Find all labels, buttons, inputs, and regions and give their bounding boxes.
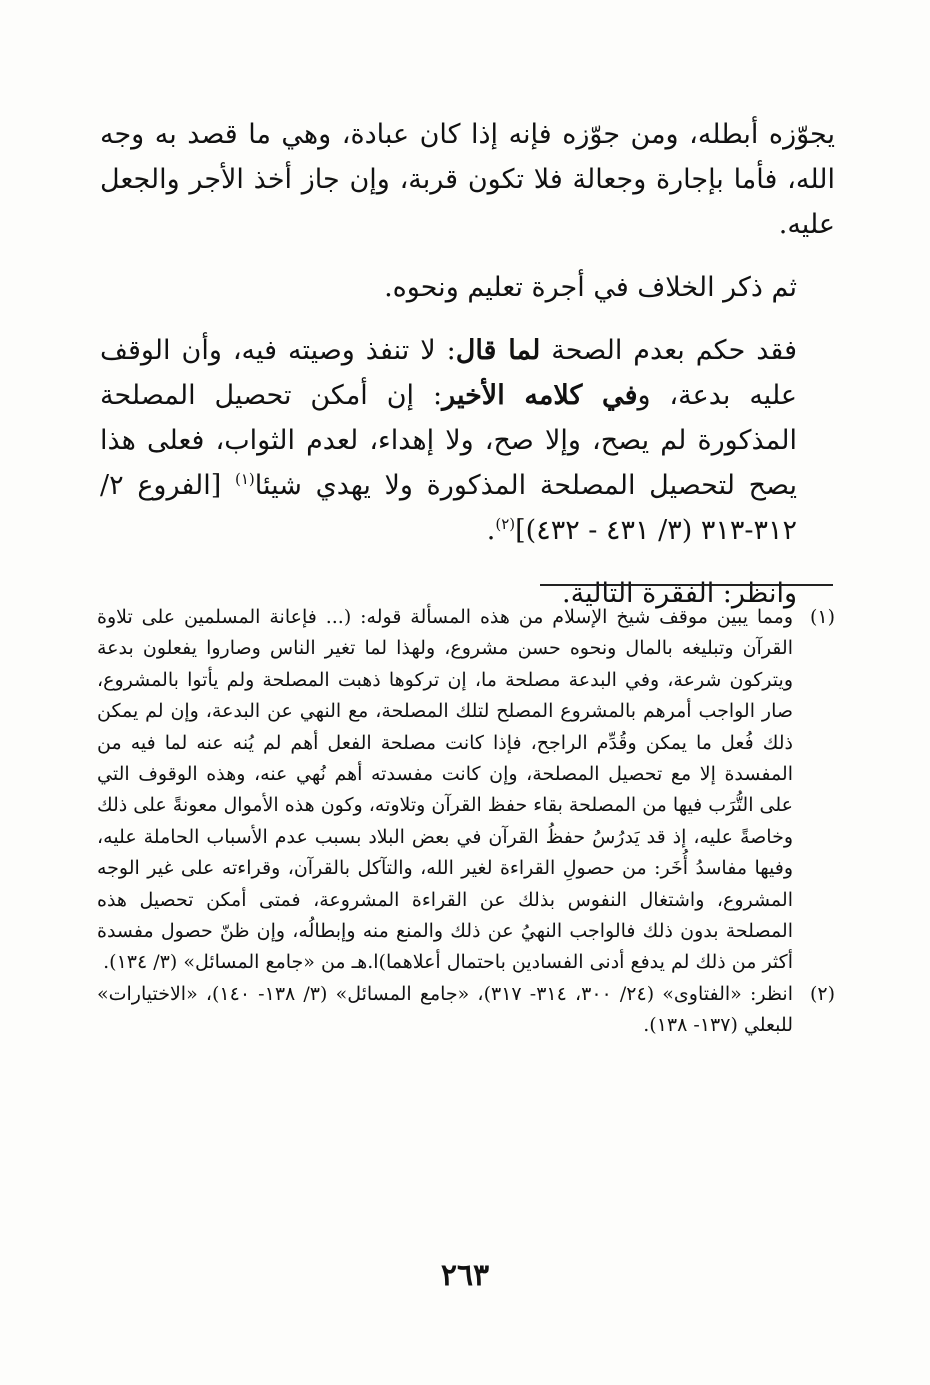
paragraph-4: وانظر: الفقرة التالية. <box>562 578 797 609</box>
paragraph-1: يجوّزه أبطله، ومن جوّزه فإنه إذا كان عبادة، وهي ما قصد به وجه الله، فأما بإجارة وجعالة فلا تكون قربة، وإن جاز أخذ الأجر والجعل عليه. <box>100 119 835 240</box>
footnote-number: (١) <box>809 606 835 628</box>
main-text <box>100 112 835 616</box>
footnote-1 <box>97 602 835 979</box>
page-number: ٢٦٣ <box>440 1258 490 1293</box>
footnote-2 <box>97 979 835 1042</box>
paragraph-2: ثم ذكر الخلاف في أجرة تعليم ونحوه. <box>384 272 797 303</box>
footnotes <box>97 602 835 1042</box>
footnote-ref[interactable]: (١) <box>234 470 255 488</box>
footnote-text: انظر: «الفتاوى» (٢٤/ ٣٠٠، ٣١٤- ٣١٧)، «جامع المسائل» (٣/ ١٣٨- ١٤٠)، «الاختيارات» للبعلي (١٣٧- ١٣٨). <box>97 982 793 1037</box>
footnote-number: (٢) <box>809 982 835 1005</box>
footnote-ref[interactable]: (٢) <box>495 515 516 533</box>
bold-phrase: لما قال <box>455 335 541 366</box>
bold-phrase: في كلامه الأخير <box>442 380 638 411</box>
footnote-separator <box>540 584 833 586</box>
footnote-text: ومما يبين موقف شيخ الإسلام من هذه المسألة قوله: (... فإعانة المسلمين على تلاوة القرآن وتبليغه بالمال ونحوه حسن مشروع، ولهذا لما تغير الناس وصاروا يفعلون بدعة ويتركون شرعة، وفي البدعة مصلحة ما، إن تركوها ذهبت المصلحة ولم يأتوا بالمشروع، صار الواجب أمرهم بالمشروع المصلح لتلك المصلحة، مع النهي عن البدعة، وإن لم يمكن ذلك فُعل ما يمكن وقُدِّم الراجح، فإذا كانت مصلحة الفعل أهم لم يُنه عنه لما فيه من المفسدة إلا مع تحصيل المصلحة، وإن كانت مفسدته أهم نُهي عنه، وهذه الوقوف التي على التُّرَب فيها من المصلحة بقاء حفظ القرآن وتلاوته، وكون هذه الأموال معونةً على ذلك وخاصةً عليه، إذ قد يَدرُسُ حفظُ القرآن في بعض البلاد بسبب عدم الأسباب الحاملة عليه، وفيها مفاسدُ أُخَر: من حصولِ القراءة لغير الله، والتآكل بالقرآن، وقراءته على غير الوجه المشروع، واشتغال النفوس بذلك عن القراءة المشروعة، فمتى أمكن تحصيل هذه المصلحة بدون ذلك فالواجب النهيُ عن ذلك والمنع منه وإبطالُه، وإن ظنّ حصول مفسدة أكثر من ذلك لم يدفع أدنى الفسادين باحتمال أعلاهما)ا.هـ من «جامع المسائل» (٣/ ١٣٤). <box>97 606 793 974</box>
paragraph-3: فقد حكم بعدم الصحة لما قال: لا تنفذ وصيته فيه، وأن الوقف عليه بدعة، وفي كلامه الأخير: إن أمكن تحصيل المصلحة المذكورة لم يصح، وإلا صح، ولا إهداء، لعدم الثواب، فعلى هذا يصح لتحصيل المصلحة المذكورة ولا يهدي شيئا$^{(١)}$ [الفروع ٢/ ٣١٢-٣١٣ (٣/ ٤٣١ - ٤٣٢)]$^{(٢)}$. <box>100 335 798 546</box>
